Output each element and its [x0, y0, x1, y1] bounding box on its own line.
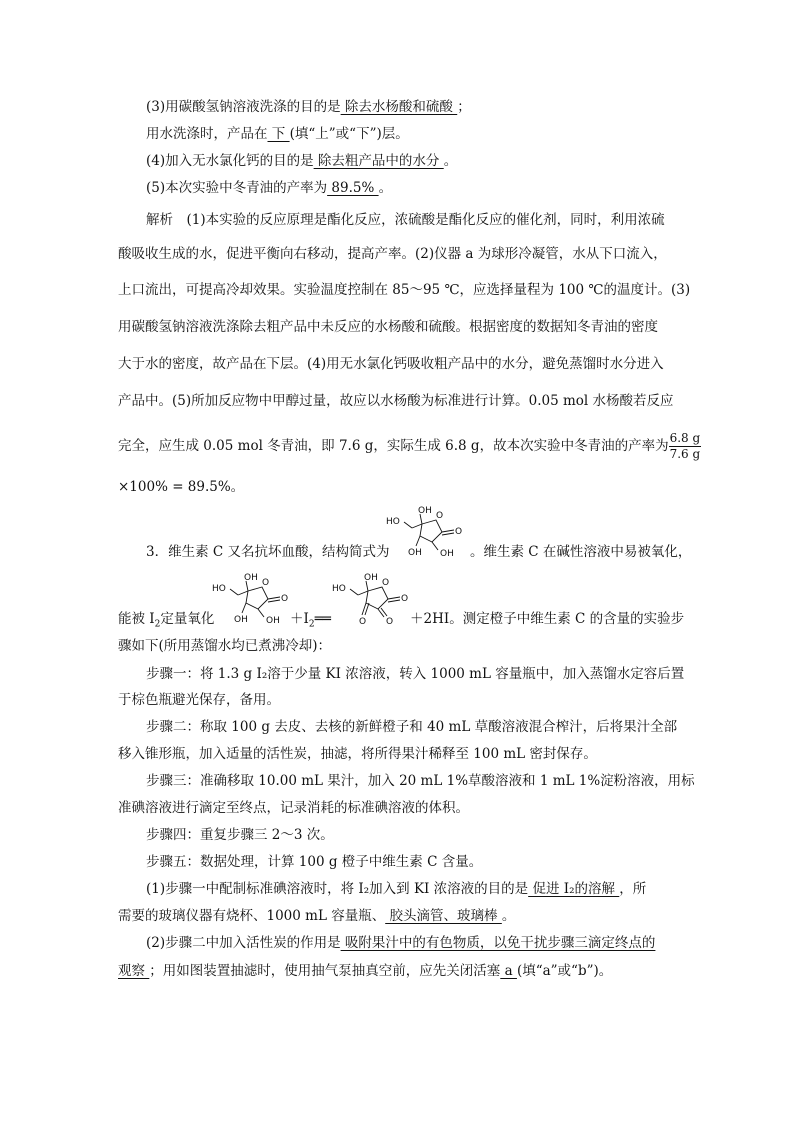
q-text: 需要的玻璃仪器有烧杯、1000 mL 容量瓶、 — [118, 908, 386, 924]
q-4-line — [146, 152, 457, 170]
q-text: (1)步骤一中配制标准碘溶液时，将 I₂加入到 KI 浓溶液的目的是 — [146, 881, 529, 897]
sub-q1-line — [146, 880, 646, 898]
ring-o-label: O — [262, 578, 270, 588]
q3-intro-cont: 。维生素 C 在碱性溶液中易被氧化， — [470, 544, 692, 560]
sub-q1b-line — [118, 907, 515, 925]
fraction-numerator: 6.8 g — [669, 431, 701, 445]
q3-line-3: 骤如下(所用蒸馏水均已煮沸冷却)： — [118, 638, 332, 654]
analysis-text: 完全，应生成 0.05 mol 冬青油，即 7.6 g，实际生成 6.8 g，故本次实验中冬青油的产率为 — [118, 438, 669, 454]
plus-i2: ＋I — [290, 611, 309, 627]
analysis-line-1: 解析 (1)本实验的反应原理是酯化反应，浓硫酸是酯化反应的催化剂，同时，利用浓硫 — [146, 212, 665, 228]
step-line-1: 步骤一：将 1.3 g I₂溶于少量 KI 浓溶液，转入 1000 mL 容量瓶中，加入蒸馏水定容后置 — [146, 666, 685, 682]
ring-o-label: O — [436, 511, 444, 521]
analysis-line-6: 产品中。(5)所加反应物中甲醇过量，故应以水杨酸为标准进行计算。0.05 mol 水杨酸若反应 — [118, 393, 674, 409]
subscript: 2 — [154, 619, 161, 630]
q-text-end: (填“上”或“下”)层。 — [289, 126, 409, 142]
ho-label: HO — [386, 517, 400, 527]
analysis-line-2: 酸吸收生成的水，促进平衡向右移动，提高产率。(2)仪器 a 为球形冷凝管，水从下口流入， — [118, 246, 667, 262]
q3-line-1 — [146, 543, 390, 561]
ho-label: HO — [332, 584, 346, 594]
q-text-end: 。 — [501, 908, 516, 924]
answer-blank: 除去粗产品中的水分 — [313, 153, 444, 169]
q-text: 用水洗涤时，产品在 — [146, 126, 268, 142]
analysis-line-4: 用碳酸氢钠溶液洗涤除去粗产品中未反应的水杨酸和硫酸。根据密度的数据知冬青油的密度 — [118, 319, 658, 335]
q-text-end: 。 — [378, 180, 393, 196]
q-text: (4)加入无水氯化钙的目的是 — [146, 153, 314, 169]
answer-blank: 89.5% — [327, 180, 379, 196]
answer-blank: 胶头滴管、玻璃棒 — [385, 908, 502, 924]
ho-label: HO — [212, 584, 226, 594]
q3-text: ＋2HI。测定橙子中维生素 C 的含量的实验步 — [410, 611, 685, 627]
q-text-end: ，所 — [619, 881, 647, 897]
step-line-5: 步骤三：准确移取 10.00 mL 果汁，加入 20 mL 1%草酸溶液和 1 mL 1%淀粉溶液，用标 — [146, 773, 695, 789]
q-text-end: ； — [457, 99, 471, 115]
carbonyl-o-label: O — [455, 527, 463, 537]
oh-label: OH — [418, 506, 432, 516]
ring-o-label: O — [382, 578, 390, 588]
dehydroascorbic-structure — [330, 575, 410, 627]
q-text: (3)用碳酸氢钠溶液洗涤的目的是 — [146, 99, 341, 115]
q-3-line — [146, 98, 471, 116]
q3-text: 能被 I — [118, 611, 155, 627]
q3-intro: 3．维生素 C 又名抗坏血酸，结构简式为 — [146, 544, 390, 560]
o-label: O — [386, 617, 394, 627]
q3-line-2c — [410, 610, 684, 628]
analysis-line-3: 上口流出，可提高冷却效果。实验温度控制在 85～95 ℃，应选择量程为 100 ℃的温度计。(3) — [118, 282, 691, 298]
oh-label: OH — [234, 615, 248, 625]
answer-blank: 吸附果汁中的有色物质，以免干扰步骤三滴定终点的 — [340, 935, 656, 951]
step-line-6: 准碘溶液进行滴定至终点，记录消耗的标准碘溶液的体积。 — [118, 800, 469, 816]
q3-line-1b — [470, 543, 691, 561]
answer-blank: 下 — [267, 126, 290, 142]
q3-line-2a — [118, 610, 214, 634]
step-line-8: 步骤五：数据处理，计算 100 g 橙子中维生素 C 含量。 — [146, 854, 483, 870]
oh-label: OH — [244, 573, 258, 583]
vitamin-c-structure-2 — [210, 575, 290, 627]
fraction — [669, 431, 702, 462]
equals-sign: ══ — [314, 611, 331, 627]
subscript: 2 — [308, 619, 315, 630]
answer-blank: a — [500, 963, 517, 979]
o-label: O — [359, 617, 367, 627]
q-text: (2)步骤二中加入活性炭的作用是 — [146, 935, 341, 951]
answer-blank: 促进 I₂的溶解 — [528, 881, 620, 897]
sub-q2b-line — [118, 962, 612, 980]
q-5-line — [146, 179, 392, 197]
vitamin-c-structure-1 — [384, 508, 464, 560]
analysis-line-7 — [118, 431, 701, 462]
q-3b-line — [146, 125, 409, 143]
carbonyl-o-label: O — [281, 594, 289, 604]
analysis-line-8: ×100% = 89.5%。 — [118, 479, 245, 495]
q-text: ；用如图装置抽滤时，使用抽气泵抽真空前，应先关闭活塞 — [149, 963, 501, 979]
sub-q2-line — [146, 934, 655, 952]
step-line-2: 于棕色瓶避光保存，备用。 — [118, 692, 280, 708]
oh-label: OH — [440, 549, 454, 559]
fraction-denominator: 7.6 g — [669, 447, 701, 461]
vitamin-c-svg — [210, 575, 290, 627]
carbonyl-o-label: O — [401, 594, 409, 604]
q3-text: 定量氧化 — [160, 611, 215, 627]
oh-label: OH — [266, 616, 280, 626]
q-text-end: 。 — [443, 153, 458, 169]
step-line-7: 步骤四：重复步骤三 2～3 次。 — [146, 827, 334, 843]
step-line-4: 移入锥形瓶，加入适量的活性炭，抽滤，将所得果汁稀释至 100 mL 密封保存。 — [118, 746, 597, 762]
oh-label: OH — [364, 573, 378, 583]
q-text: (5)本次实验中冬青油的产率为 — [146, 180, 328, 196]
oh-label: OH — [408, 548, 422, 558]
analysis-line-5: 大于水的密度，故产品在下层。(4)用无水氯化钙吸收粗产品中的水分，避免蒸馏时水分进入 — [118, 356, 664, 372]
answer-blank: 除去水杨酸和硫酸 — [340, 99, 458, 115]
step-line-3: 步骤二：称取 100 g 去皮、去核的新鲜橙子和 40 mL 草酸溶液混合榨汁，后将果汁全部 — [146, 719, 678, 735]
vitamin-c-svg — [384, 508, 464, 560]
q-text-end: (填“a”或“b”)。 — [516, 963, 613, 979]
answer-blank: 观察 — [118, 963, 150, 979]
dehydroascorbic-svg — [330, 575, 410, 627]
q3-line-2b — [290, 610, 331, 634]
